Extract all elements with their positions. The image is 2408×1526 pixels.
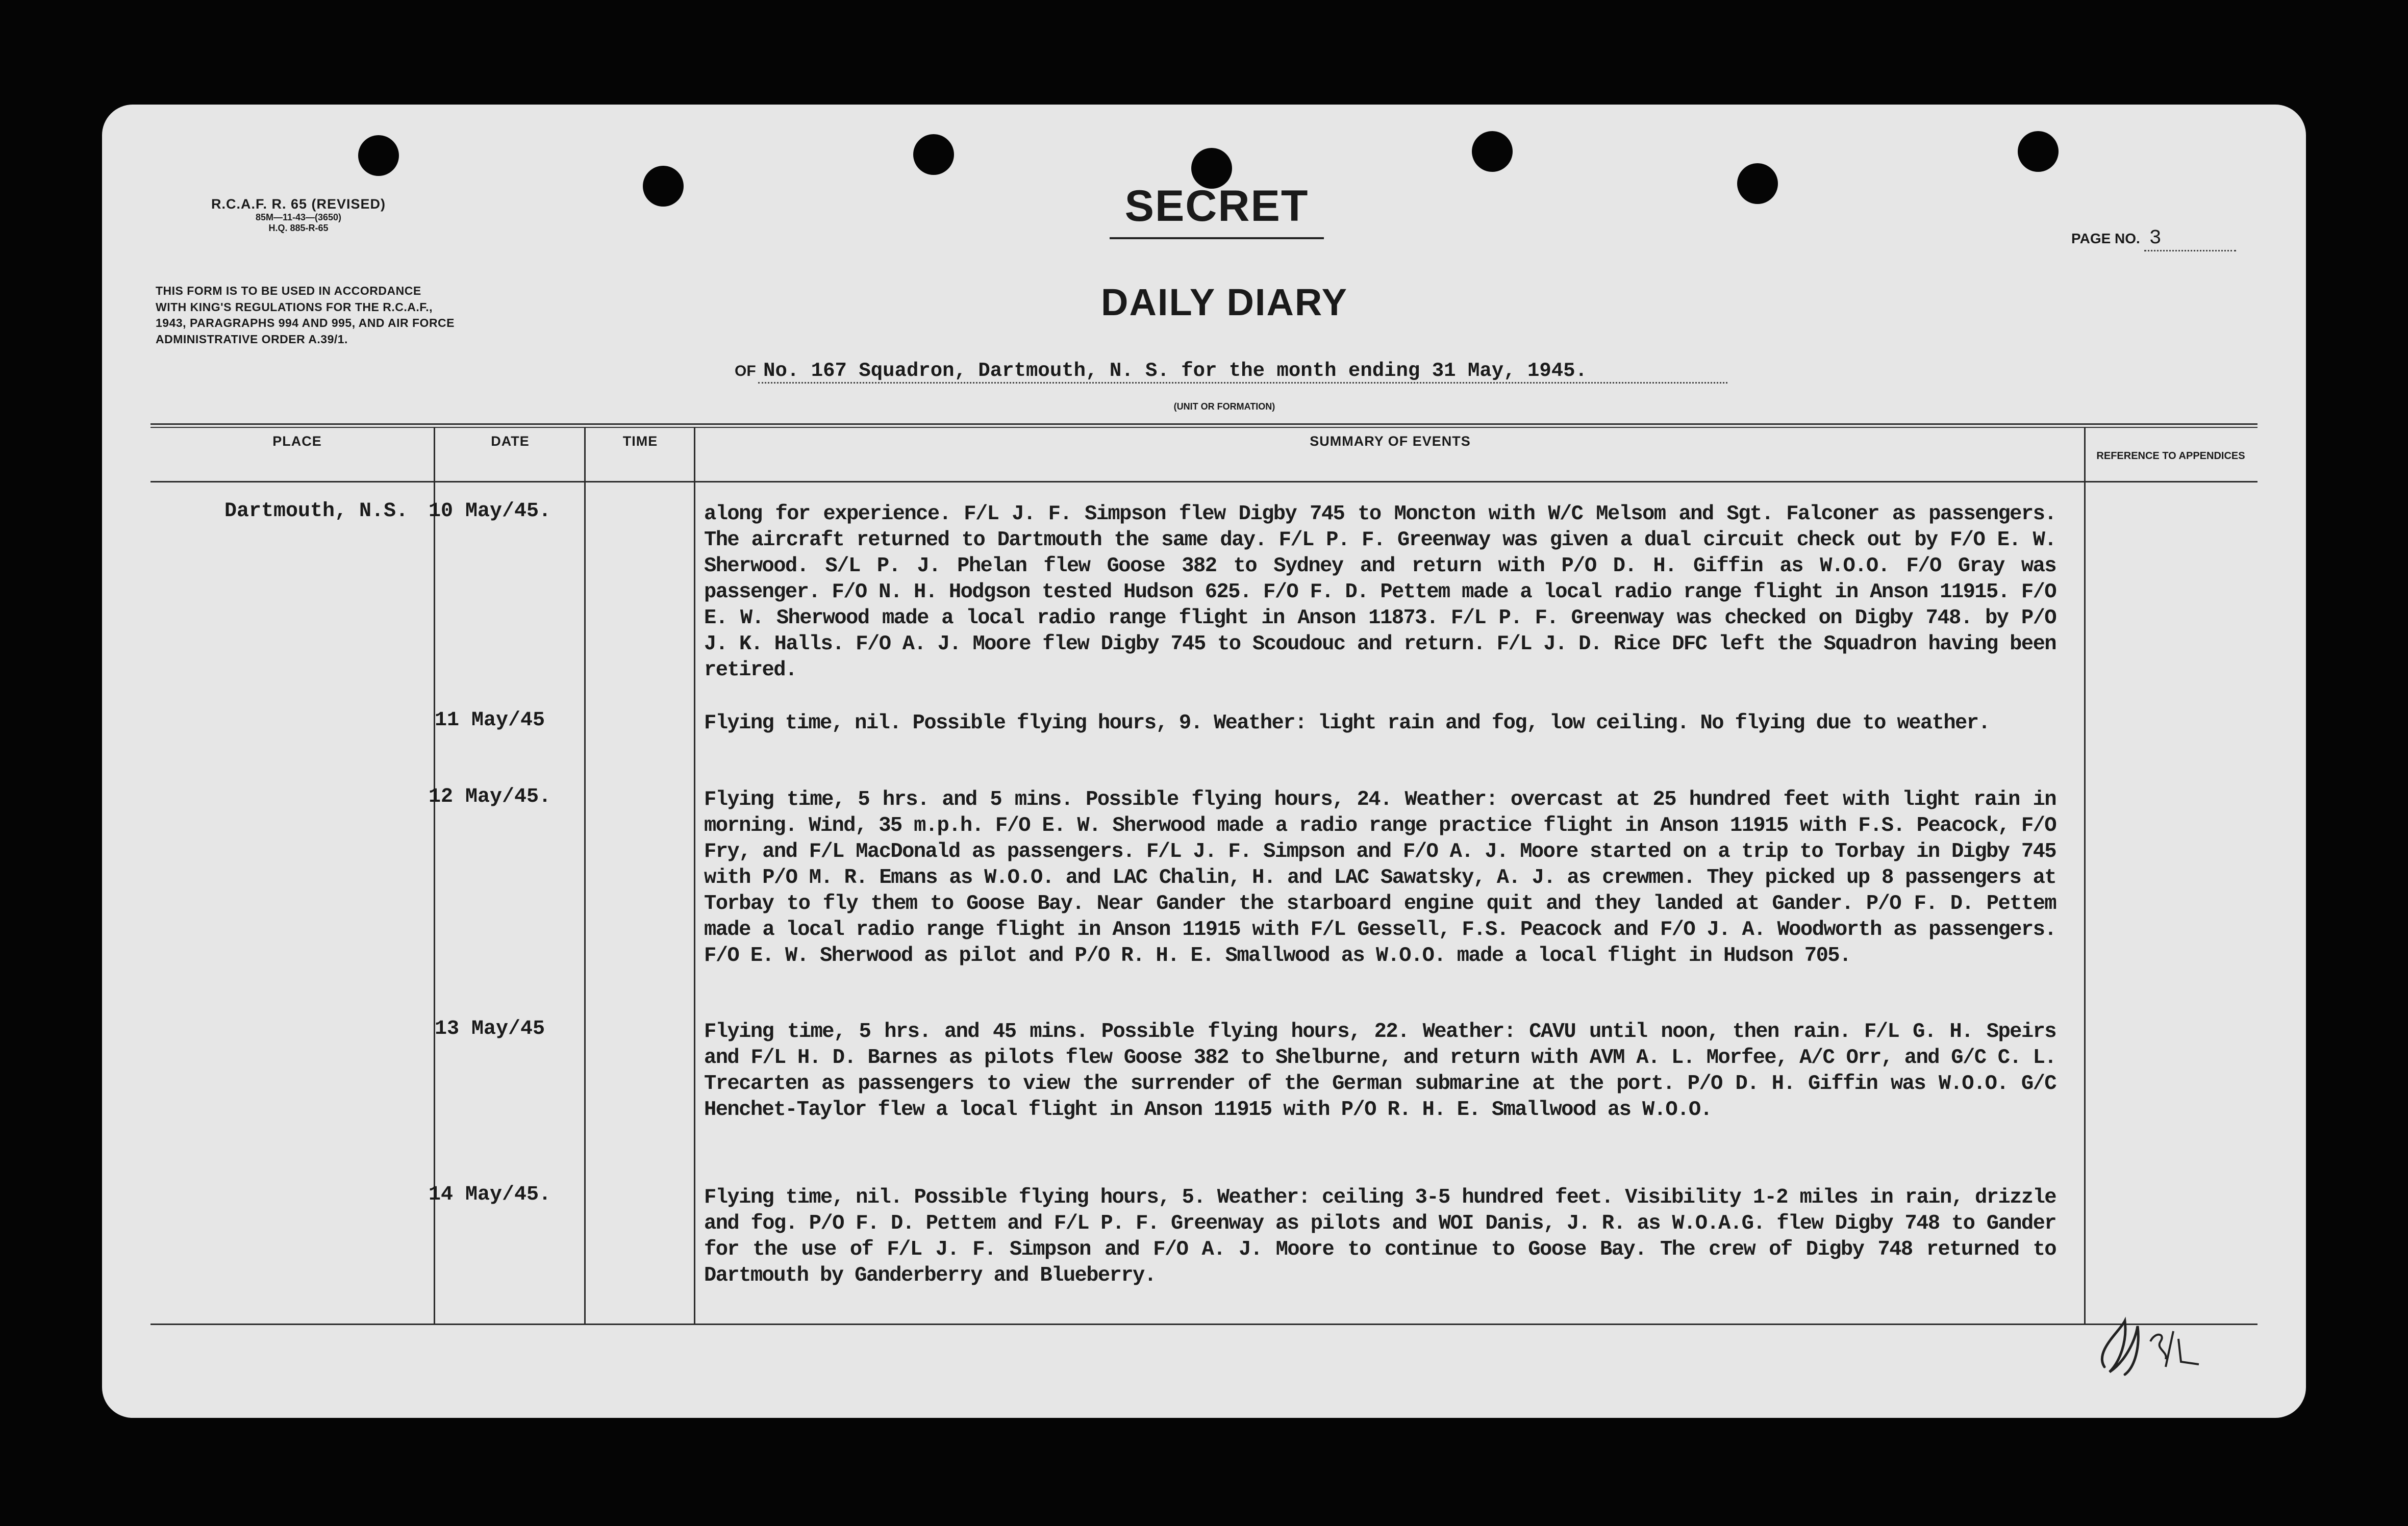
diary-form bbox=[102, 105, 2306, 1418]
date-cell: 11 May/45 bbox=[434, 709, 545, 732]
instruction-line: THIS FORM IS TO BE USED IN ACCORDANCE bbox=[156, 284, 421, 297]
summary-entry: Flying time, nil. Possible flying hours, 5. Weather: ceiling 3-5 hundred feet. Visibility 1-2 miles in rain, drizzle and fog. P/O F. D. Pettem and F/L P. F. Greenway as pilots and WOI Danis, J. R. as W.O.A.G. flew Digby 748 to Gander for the use of F/L J. F. Simpson and F/O A. J. Moore to continue to Goose Bay. The crew of Digby 748 returned to Dartmouth by Ganderberry and Blueberry. bbox=[704, 1186, 2056, 1287]
place-cell: Dartmouth, N.S. bbox=[224, 500, 408, 523]
classification-underline bbox=[1110, 237, 1324, 239]
of-label: OF bbox=[735, 363, 756, 379]
binder-hole bbox=[643, 166, 684, 207]
date-cell: 14 May/45. bbox=[428, 1183, 551, 1206]
header-bottom-rule bbox=[150, 481, 2258, 482]
signature-icon bbox=[2089, 1311, 2222, 1382]
form-identifier bbox=[171, 196, 426, 233]
page-number-field bbox=[2071, 227, 2236, 251]
date-cell: 12 May/45. bbox=[428, 785, 551, 808]
instruction-line: ADMINISTRATIVE ORDER A.39/1. bbox=[156, 333, 348, 346]
table-top-rule bbox=[150, 427, 2258, 428]
binder-hole bbox=[913, 134, 954, 175]
table-bottom-rule bbox=[150, 1324, 2258, 1325]
summary-entry: Flying time, 5 hrs. and 45 mins. Possible flying hours, 22. Weather: CAVU until noon, then rain. F/L G. H. Speirs and F/L H. D. Barnes as pilots flew Goose 382 to Shelburne, and return with AVM A. L. Morfee, A/C Orr, and G/C C. L. Trecarten as passengers to view the surrender of the German submarine at the port. P/O D. H. Giffin was W.O.O. G/C Henchet-Taylor flew a local flight in Anson 11915 with P/O R. H. E. Smallwood as W.O.O. bbox=[704, 1020, 2056, 1122]
hq-reference: H.Q. 885-R-65 bbox=[268, 222, 329, 233]
table-top-rule bbox=[150, 423, 2258, 425]
form-number: R.C.A.F. R. 65 (REVISED) bbox=[211, 196, 386, 212]
form-instructions bbox=[156, 283, 564, 348]
print-code: 85M—11-43—(3650) bbox=[255, 212, 342, 223]
page-number-value: 3 bbox=[2144, 227, 2236, 251]
instruction-line: 1943, PARAGRAPHS 994 AND 995, AND AIR FORCE bbox=[156, 316, 455, 330]
security-classification: SECRET bbox=[1124, 182, 1309, 231]
summary-entry: Flying time, nil. Possible flying hours, 9. Weather: light rain and fog, low ceiling. No flying due to weather. bbox=[704, 711, 1990, 735]
date-cell: 10 May/45. bbox=[428, 500, 551, 523]
binder-hole bbox=[1737, 163, 1778, 204]
instruction-line: WITH KING'S REGULATIONS FOR THE R.C.A.F., bbox=[156, 300, 433, 314]
column-divider bbox=[694, 427, 695, 1325]
form-title: DAILY DIARY bbox=[1101, 281, 1348, 323]
signature-initials bbox=[2089, 1311, 2222, 1385]
summary-entry: Flying time, 5 hrs. and 5 mins. Possible flying hours, 24. Weather: overcast at 25 hundred feet with light rain in morning. Wind, 35 m.p.h. F/O E. W. Sherwood made a radio range practice flight in Anson 11915 with F.S. Peacock, F/O Fry, and F/L MacDonald as passengers. F/L J. F. Simpson and F/O A. J. Moore started on a trip to Torbay in Digby 745 with P/O M. R. Emans as W.O.O. and LAC Chalin, H. and LAC Sawatsky, A. J. as crewmen. They picked up 8 passengers at Torbay to fly them to Goose Bay. Near Gander the starboard engine quit and they landed at Gander. P/O F. D. Pettem made a local radio range flight in Anson 11915 with F/L Gessell, F.S. Peacock and F/O J. A. Woodworth as passengers. F/O E. W. Sherwood as pilot and P/O R. H. E. Smallwood as W.O.O. made a local flight in Hudson 705. bbox=[704, 788, 2056, 968]
unit-caption: (UNIT OR FORMATION) bbox=[1173, 401, 1275, 412]
summary-entry: along for experience. F/L J. F. Simpson flew Digby 745 to Moncton with W/C Melsom and Sgt. Falconer as passengers. The aircraft returned to Dartmouth the same day. F/L P. F. Greenway was given a dual circuit check out by F/O E. W. Sherwood. S/L P. J. Phelan flew Goose 382 to Sydney and return with P/O D. H. Giffin as W.O.O. F/O Gray was passenger. F/O N. H. Hodgson tested Hudson 625. F/O F. D. Pettem made a local radio range flight in Anson 11915. F/O E. W. Sherwood made a local radio range flight in Anson 11873. F/L P. F. Greenway was checked on Digby 748. by P/O J. K. Halls. F/O A. J. Moore flew Digby 745 to Scoudouc and return. F/L J. D. Rice DFC left the Squadron having been retired. bbox=[704, 502, 2056, 682]
column-divider bbox=[584, 427, 586, 1325]
unit-formation: No. 167 Squadron, Dartmouth, N. S. for the month ending 31 May, 1945. bbox=[758, 360, 1727, 384]
binder-hole bbox=[2018, 131, 2059, 172]
column-header-summary: SUMMARY OF EVENTS bbox=[1310, 434, 1471, 449]
binder-hole bbox=[1472, 131, 1513, 172]
page-number-label: PAGE NO. bbox=[2071, 231, 2140, 246]
column-header-reference: REFERENCE TO APPENDICES bbox=[2096, 450, 2245, 462]
column-header-place: PLACE bbox=[272, 434, 322, 449]
column-header-time: TIME bbox=[622, 434, 658, 449]
unit-line bbox=[735, 360, 1727, 384]
column-header-date: DATE bbox=[491, 434, 530, 449]
binder-hole bbox=[358, 135, 399, 176]
date-cell: 13 May/45 bbox=[434, 1018, 545, 1040]
column-divider bbox=[2084, 427, 2086, 1325]
